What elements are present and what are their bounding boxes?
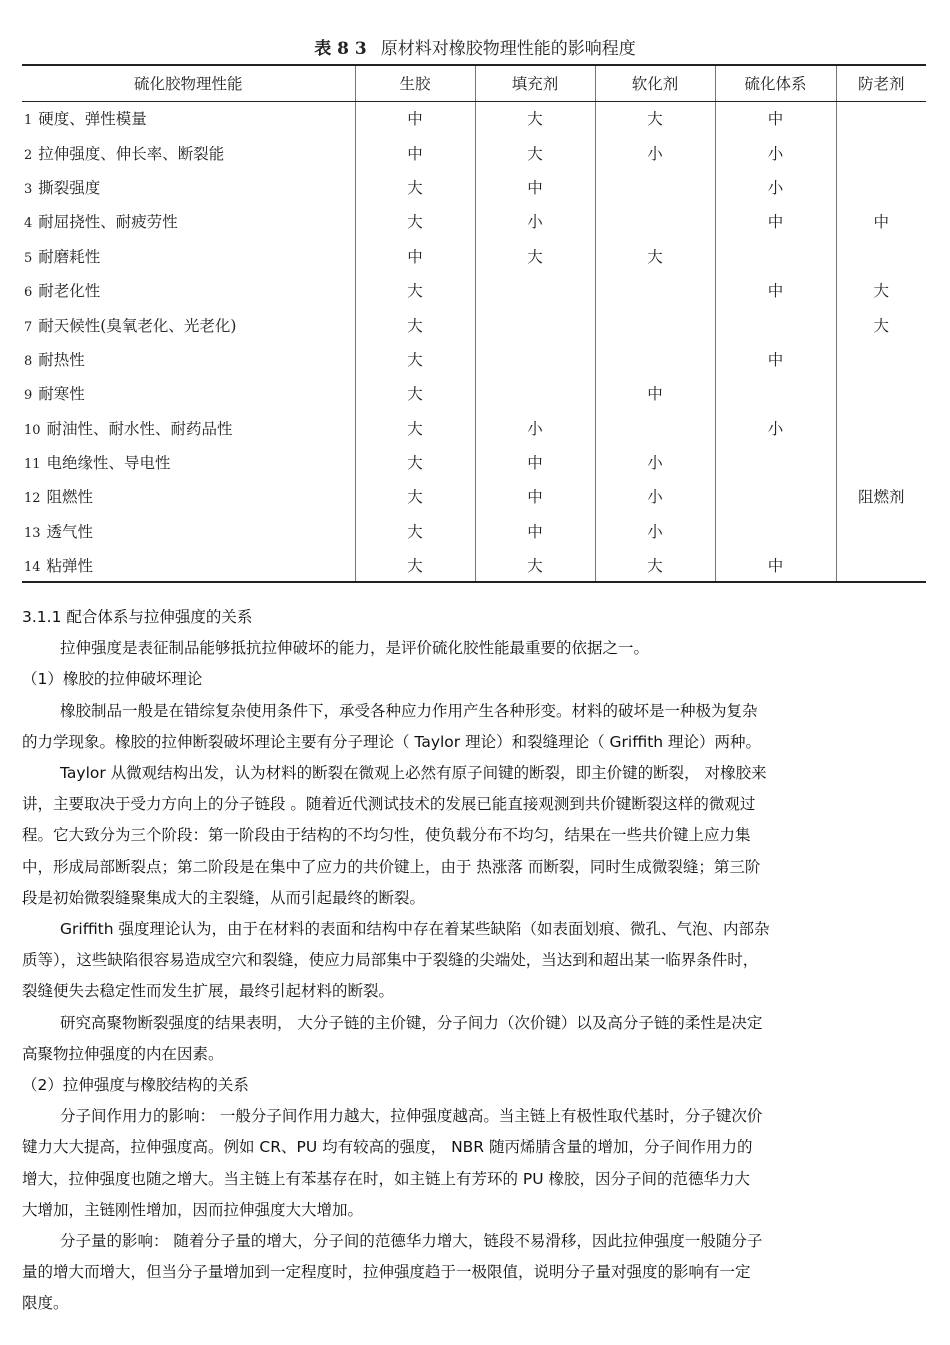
impact-cell	[595, 204, 715, 238]
impact-cell: 小	[715, 170, 836, 204]
row-number: 12	[24, 491, 41, 507]
impact-cell: 大	[475, 548, 595, 582]
property-name: 阻燃性	[46, 488, 94, 507]
impact-cell: 大	[355, 342, 475, 376]
impact-cell	[836, 170, 926, 204]
text-line: 中，形成局部断裂点；第二阶段是在集中了应力的共价键上，由于 热涨落 而断裂，同时生成微裂缝；第三阶	[22, 857, 761, 876]
impact-cell	[595, 170, 715, 204]
property-cell	[22, 548, 355, 582]
impact-cell	[836, 101, 926, 135]
impact-cell: 大	[355, 170, 475, 204]
impact-cell	[836, 548, 926, 582]
impact-cell: 中	[355, 101, 475, 135]
table-title: 原材料对橡胶物理性能的影响程度	[380, 39, 636, 59]
row-number: 13	[24, 525, 41, 541]
impact-cell	[475, 307, 595, 341]
impact-cell: 大	[355, 479, 475, 513]
impact-cell: 大	[355, 445, 475, 479]
impact-cell: 大	[355, 514, 475, 548]
table-row	[22, 342, 926, 376]
impact-cell: 中	[836, 204, 926, 238]
impact-cell: 大	[595, 548, 715, 582]
table-row	[22, 376, 926, 410]
body-text	[22, 602, 932, 1320]
impact-cell: 大	[475, 101, 595, 135]
impact-cell	[715, 376, 836, 410]
text-line: 大增加，主链刚性增加，因而拉伸强度大大增加。	[22, 1200, 364, 1219]
impact-cell	[836, 342, 926, 376]
table-row	[22, 170, 926, 204]
table-row	[22, 135, 926, 169]
impact-cell: 中	[475, 514, 595, 548]
section-heading: 3.1.1 配合体系与拉伸强度的关系	[22, 608, 253, 626]
impact-cell	[715, 239, 836, 273]
table-row	[22, 479, 926, 513]
column-header: 硫化体系	[715, 65, 836, 101]
table-number: 表 8 3	[314, 39, 367, 59]
property-cell	[22, 170, 355, 204]
impact-cell	[836, 411, 926, 445]
impact-cell: 大	[836, 307, 926, 341]
property-cell	[22, 376, 355, 410]
text-line: 质等），这些缺陷很容易造成空穴和裂缝，使应力局部集中于裂缝的尖端处，当达到和超出某一临界条件时，	[22, 951, 759, 970]
table-row	[22, 445, 926, 479]
impact-cell: 大	[475, 239, 595, 273]
column-header: 防老剂	[836, 65, 926, 101]
column-header: 填充剂	[475, 65, 595, 101]
text-line: 高聚物拉伸强度的内在因素。	[22, 1044, 224, 1063]
property-name: 耐天候性(臭氧老化、光老化)	[38, 316, 237, 335]
section-heading: （2）拉伸强度与橡胶结构的关系	[22, 1076, 249, 1095]
impact-cell: 小	[715, 411, 836, 445]
table-row	[22, 204, 926, 238]
column-header: 生胶	[355, 65, 475, 101]
impact-cell: 大	[836, 273, 926, 307]
text-line: 裂缝便失去稳定性而发生扩展，最终引起材料的断裂。	[22, 982, 395, 1001]
table-caption	[0, 34, 950, 59]
property-cell	[22, 101, 355, 135]
section-heading: （1）橡胶的拉伸破坏理论	[22, 670, 203, 689]
row-number: 2	[24, 147, 33, 163]
text-line: 增大，拉伸强度也随之增大。当主链上有苯基存在时，如主链上有芳环的 PU 橡胶，因分子间的范德华力大	[22, 1169, 751, 1188]
impact-cell: 小	[595, 479, 715, 513]
text-line: 的力学现象。橡胶的拉伸断裂破坏理论主要有分子理论（ Taylor 理论）和裂缝理论（ Griffith 理论）两种。	[22, 732, 762, 751]
impact-cell: 大	[355, 548, 475, 582]
table-body	[22, 101, 926, 582]
impact-cell: 中	[715, 101, 836, 135]
text-line: 量的增大而增大，但当分子量增加到一定程度时，拉伸强度趋于一极限值，说明分子量对强度的影响有一定	[22, 1263, 751, 1282]
text-line: Taylor 从微观结构出发，认为材料的断裂在微观上必然有原子间键的断裂，即主价键的断裂， 对橡胶来	[60, 764, 767, 783]
text-line: 讲，主要取决于受力方向上的分子链段 。随着近代测试技术的发展已能直接观测到共价键断裂这样的微观过	[22, 795, 756, 814]
impact-cell: 大	[355, 204, 475, 238]
impact-cell	[836, 445, 926, 479]
property-cell	[22, 514, 355, 548]
text-line: 程。它大致分为三个阶段：第一阶段由于结构的不均匀性，使负载分布不均匀，结果在一些共价键上应力集	[22, 826, 751, 845]
property-cell	[22, 307, 355, 341]
table-row	[22, 101, 926, 135]
text-line: 限度。	[22, 1294, 69, 1313]
row-number: 7	[24, 319, 33, 335]
row-number: 9	[24, 388, 33, 404]
properties-table	[22, 64, 926, 583]
impact-cell: 中	[595, 376, 715, 410]
impact-cell: 中	[715, 342, 836, 376]
property-name: 粘弹性	[46, 556, 94, 575]
text-line: 键力大大提高，拉伸强度高。例如 CR、PU 均有较高的强度， NBR 随丙烯腈含量的增加，分子间作用力的	[22, 1138, 753, 1157]
property-name: 耐老化性	[38, 282, 101, 301]
row-number: 3	[24, 181, 33, 197]
property-cell	[22, 445, 355, 479]
impact-cell	[595, 307, 715, 341]
impact-cell: 中	[355, 239, 475, 273]
impact-cell: 中	[715, 204, 836, 238]
impact-cell	[595, 273, 715, 307]
table-row	[22, 548, 926, 582]
impact-cell: 大	[355, 307, 475, 341]
impact-cell	[595, 411, 715, 445]
column-header: 硫化胶物理性能	[22, 65, 355, 101]
impact-cell: 大	[355, 411, 475, 445]
property-cell	[22, 411, 355, 445]
text-line: 橡胶制品一般是在错综复杂使用条件下，承受各种应力作用产生各种形变。材料的破坏是一种极为复杂	[60, 701, 758, 720]
table-row	[22, 273, 926, 307]
property-name: 耐屈挠性、耐疲劳性	[38, 213, 178, 232]
property-name: 拉伸强度、伸长率、断裂能	[38, 144, 225, 163]
impact-cell: 小	[595, 445, 715, 479]
impact-cell: 小	[595, 514, 715, 548]
impact-cell: 大	[595, 239, 715, 273]
row-number: 5	[24, 250, 33, 266]
table-row	[22, 239, 926, 273]
impact-cell: 大	[355, 376, 475, 410]
impact-cell: 中	[355, 135, 475, 169]
property-name: 耐热性	[38, 350, 85, 369]
text-line: 分子间作用力的影响： 一般分子间作用力越大，拉伸强度越高。当主链上有极性取代基时，分子键次价	[60, 1107, 763, 1126]
property-cell	[22, 273, 355, 307]
impact-cell	[475, 376, 595, 410]
text-line: Griffith 强度理论认为，由于在材料的表面和结构中存在着某些缺陷（如表面划痕、微孔、气泡、内部杂	[60, 920, 770, 939]
impact-cell: 小	[475, 411, 595, 445]
impact-cell: 小	[475, 204, 595, 238]
impact-cell	[836, 239, 926, 273]
impact-cell	[715, 514, 836, 548]
impact-cell: 小	[715, 135, 836, 169]
property-name: 硬度、弹性模量	[38, 110, 147, 129]
property-name: 耐寒性	[38, 385, 85, 404]
impact-cell	[715, 445, 836, 479]
impact-cell	[595, 342, 715, 376]
impact-cell	[836, 376, 926, 410]
text-line: 研究高聚物断裂强度的结果表明， 大分子链的主价键，分子间力（次价键）以及高分子链的柔性是决定	[60, 1013, 763, 1032]
impact-cell: 中	[715, 273, 836, 307]
impact-cell: 大	[475, 135, 595, 169]
table-row	[22, 307, 926, 341]
impact-cell	[475, 273, 595, 307]
row-number: 14	[24, 559, 41, 575]
impact-cell	[715, 479, 836, 513]
impact-cell: 中	[475, 445, 595, 479]
text-line: 分子量的影响： 随着分子量的增大，分子间的范德华力增大，链段不易滑移，因此拉伸强度一般随分子	[60, 1232, 763, 1251]
row-number: 4	[24, 216, 33, 232]
property-name: 撕裂强度	[38, 178, 101, 197]
text-line: 段是初始微裂缝聚集成大的主裂缝，从而引起最终的断裂。	[22, 888, 426, 907]
impact-cell: 大	[355, 273, 475, 307]
impact-cell: 中	[715, 548, 836, 582]
impact-cell	[475, 342, 595, 376]
property-name: 耐磨耗性	[38, 247, 101, 266]
property-cell	[22, 135, 355, 169]
impact-cell	[715, 307, 836, 341]
row-number: 10	[24, 422, 41, 438]
impact-cell	[836, 514, 926, 548]
impact-cell: 中	[475, 170, 595, 204]
text-line: 拉伸强度是表征制品能够抵抗拉伸破坏的能力，是评价硫化胶性能最重要的依据之一。	[60, 639, 650, 658]
row-number: 8	[24, 353, 33, 369]
property-name: 电绝缘性、导电性	[46, 454, 171, 473]
property-cell	[22, 342, 355, 376]
row-number: 11	[24, 457, 41, 473]
table-row	[22, 514, 926, 548]
property-cell	[22, 239, 355, 273]
impact-cell: 中	[475, 479, 595, 513]
table-row	[22, 411, 926, 445]
impact-cell	[836, 135, 926, 169]
row-number: 6	[24, 285, 33, 301]
impact-cell: 阻燃剂	[836, 479, 926, 513]
property-cell	[22, 479, 355, 513]
column-header: 软化剂	[595, 65, 715, 101]
impact-cell: 小	[595, 135, 715, 169]
property-name: 耐油性、耐水性、耐药品性	[46, 419, 233, 438]
impact-cell: 大	[595, 101, 715, 135]
row-number: 1	[24, 113, 33, 129]
property-cell	[22, 204, 355, 238]
property-name: 透气性	[46, 522, 94, 541]
table-header-row	[22, 65, 926, 101]
